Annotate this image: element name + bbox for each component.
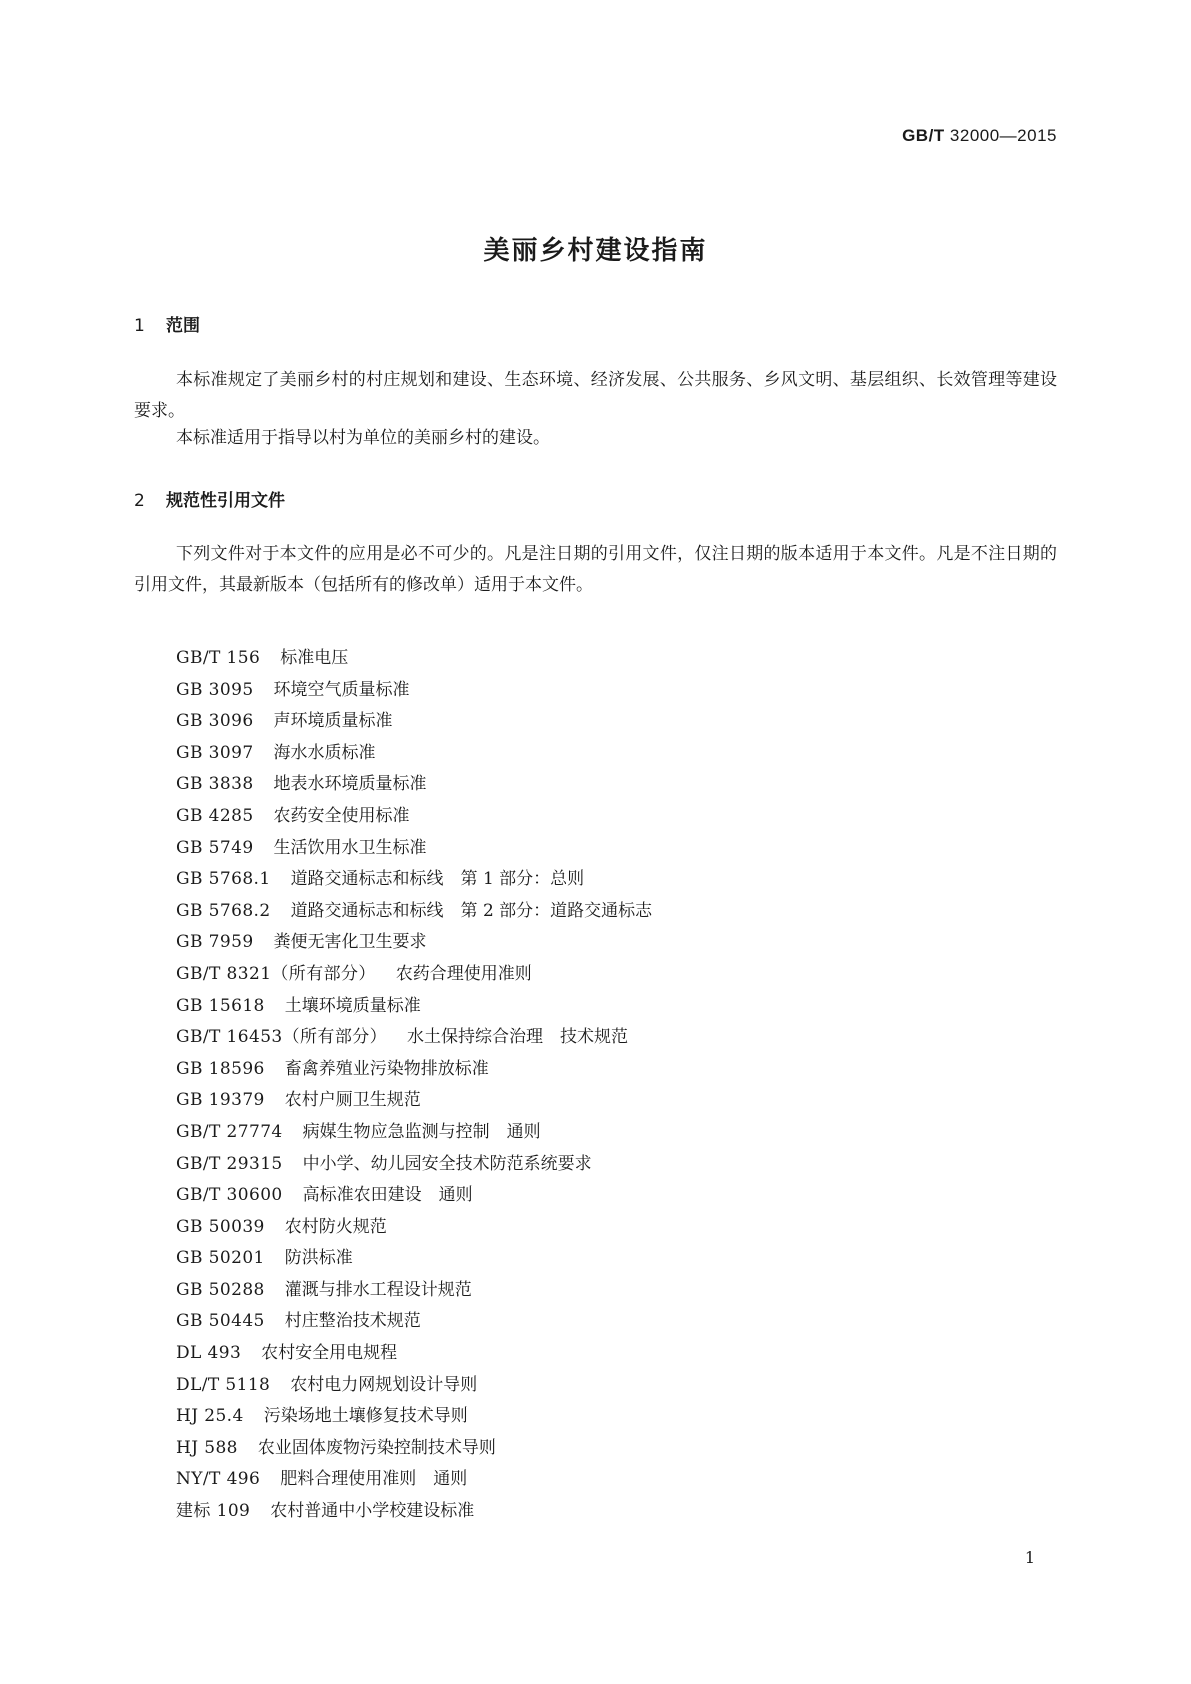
list-item (176, 1401, 652, 1433)
reference-code: GB 3096 (176, 711, 254, 732)
reference-code: HJ 25.4 (176, 1406, 244, 1427)
list-item (176, 864, 652, 896)
list-item (176, 1054, 652, 1086)
reference-code: GB 50288 (176, 1279, 265, 1300)
list-item (176, 1306, 652, 1338)
section-1-paragraph-1: 本标准规定了美丽乡村的村庄规划和建设、生态环境、经济发展、公共服务、乡风文明、基层组织、长效管理等建设要求。 (134, 370, 1057, 421)
reference-title: 农村安全用电规程 (261, 1343, 398, 1364)
reference-title: 道路交通标志和标线 第 1 部分：总则 (290, 869, 585, 890)
reference-code: GB/T 156 (176, 648, 261, 668)
list-item (176, 896, 652, 928)
reference-code: GB 50201 (176, 1248, 265, 1269)
reference-title: 粪便无害化卫生要求 (273, 932, 427, 953)
reference-code: DL/T 5118 (176, 1374, 271, 1395)
reference-code: GB 18596 (176, 1058, 265, 1079)
list-item (176, 927, 652, 959)
reference-title: 村庄整治技术规范 (284, 1311, 421, 1332)
list-item (176, 1180, 652, 1212)
reference-code: GB 5768.1 (176, 869, 271, 890)
list-item (176, 1496, 652, 1528)
list-item (176, 769, 652, 801)
section-1-number: 1 (134, 316, 145, 336)
reference-code: HJ 588 (176, 1437, 238, 1458)
reference-title: 地表水环境质量标准 (273, 774, 427, 795)
list-item (176, 1275, 652, 1307)
section-2-intro: 下列文件对于本文件的应用是必不可少的。凡是注日期的引用文件，仅注日期的版本适用于本文件。凡是不注日期的引用文件，其最新版本（包括所有的修改单）适用于本文件。 (134, 544, 1057, 595)
reference-code: 建标 109 (176, 1501, 251, 1522)
reference-title: 农村普通中小学校建设标准 (270, 1501, 475, 1522)
reference-title: 农药合理使用准则 (395, 963, 532, 984)
reference-code: GB 3097 (176, 742, 254, 763)
section-1-heading (134, 311, 200, 336)
section-1-paragraph-2: 本标准适用于指导以村为单位的美丽乡村的建设。 (176, 428, 550, 448)
list-item (176, 1433, 652, 1465)
standard-number (902, 126, 1057, 146)
reference-title: 道路交通标志和标线 第 2 部分：道路交通标志 (290, 900, 653, 921)
list-item (176, 1117, 652, 1149)
reference-title: 农村防火规范 (284, 1216, 387, 1237)
reference-code: GB 5768.2 (176, 900, 271, 921)
reference-title: 防洪标准 (284, 1248, 353, 1269)
list-item (176, 1085, 652, 1117)
reference-title: 高标准农田建设 通则 (302, 1185, 473, 1206)
reference-title: 标准电压 (280, 648, 349, 668)
reference-title: 土壤环境质量标准 (284, 995, 421, 1016)
reference-title: 农村户厕卫生规范 (284, 1090, 421, 1111)
reference-title: 病媒生物应急监测与控制 通则 (302, 1121, 541, 1142)
list-item (176, 991, 652, 1023)
reference-title: 海水水质标准 (273, 742, 376, 763)
document-title: 美丽乡村建设指南 (483, 236, 708, 266)
list-item (176, 833, 652, 865)
reference-title: 环境空气质量标准 (273, 679, 410, 700)
reference-title: 畜禽养殖业污染物排放标准 (284, 1058, 489, 1079)
reference-code: GB 50445 (176, 1311, 265, 1332)
list-item (176, 738, 652, 770)
list-item (176, 675, 652, 707)
reference-title: 农业固体废物污染控制技术导则 (257, 1437, 496, 1458)
reference-title: 中小学、幼儿园安全技术防范系统要求 (302, 1153, 592, 1174)
section-1-title: 范围 (166, 316, 200, 336)
list-item (176, 801, 652, 833)
list-item (176, 1022, 652, 1054)
standard-code: 32000—2015 (949, 126, 1057, 145)
reference-code: GB/T 29315 (176, 1153, 283, 1174)
reference-title: 农村电力网规划设计导则 (290, 1374, 478, 1395)
section-2-number: 2 (134, 491, 145, 511)
list-item (176, 1243, 652, 1275)
reference-title: 灌溉与排水工程设计规范 (284, 1279, 472, 1300)
reference-code: GB/T 16453（所有部分） (176, 1027, 388, 1048)
reference-title: 水土保持综合治理 技术规范 (407, 1027, 629, 1048)
reference-code: GB 5749 (176, 837, 254, 858)
list-item (176, 1149, 652, 1181)
list-item (176, 1370, 652, 1402)
reference-title: 污染场地土壤修复技术导则 (263, 1406, 468, 1427)
reference-title: 声环境质量标准 (273, 711, 393, 732)
list-item (176, 1338, 652, 1370)
reference-code: GB 7959 (176, 932, 254, 953)
list-item (176, 1464, 652, 1496)
reference-code: DL 493 (176, 1343, 242, 1364)
reference-code: NY/T 496 (176, 1469, 261, 1490)
reference-code: GB 15618 (176, 995, 265, 1016)
reference-code: GB 19379 (176, 1090, 265, 1111)
standard-prefix: GB/T (902, 126, 945, 145)
list-item (176, 1212, 652, 1244)
reference-code: GB/T 30600 (176, 1185, 283, 1206)
section-2-title: 规范性引用文件 (166, 491, 285, 511)
reference-code: GB/T 8321（所有部分） (176, 963, 376, 984)
section-2-heading (134, 486, 285, 511)
reference-code: GB 4285 (176, 805, 254, 826)
reference-title: 农药安全使用标准 (273, 805, 410, 826)
reference-title: 生活饮用水卫生标准 (273, 837, 427, 858)
list-item (176, 643, 652, 675)
reference-code: GB 3095 (176, 679, 254, 700)
reference-code: GB 3838 (176, 774, 254, 795)
reference-title: 肥料合理使用准则 通则 (280, 1469, 468, 1490)
list-item (176, 959, 652, 991)
reference-code: GB 50039 (176, 1216, 265, 1237)
reference-list (176, 643, 652, 1528)
list-item (176, 706, 652, 738)
page-number: 1 (1024, 1548, 1035, 1567)
reference-code: GB/T 27774 (176, 1121, 283, 1142)
